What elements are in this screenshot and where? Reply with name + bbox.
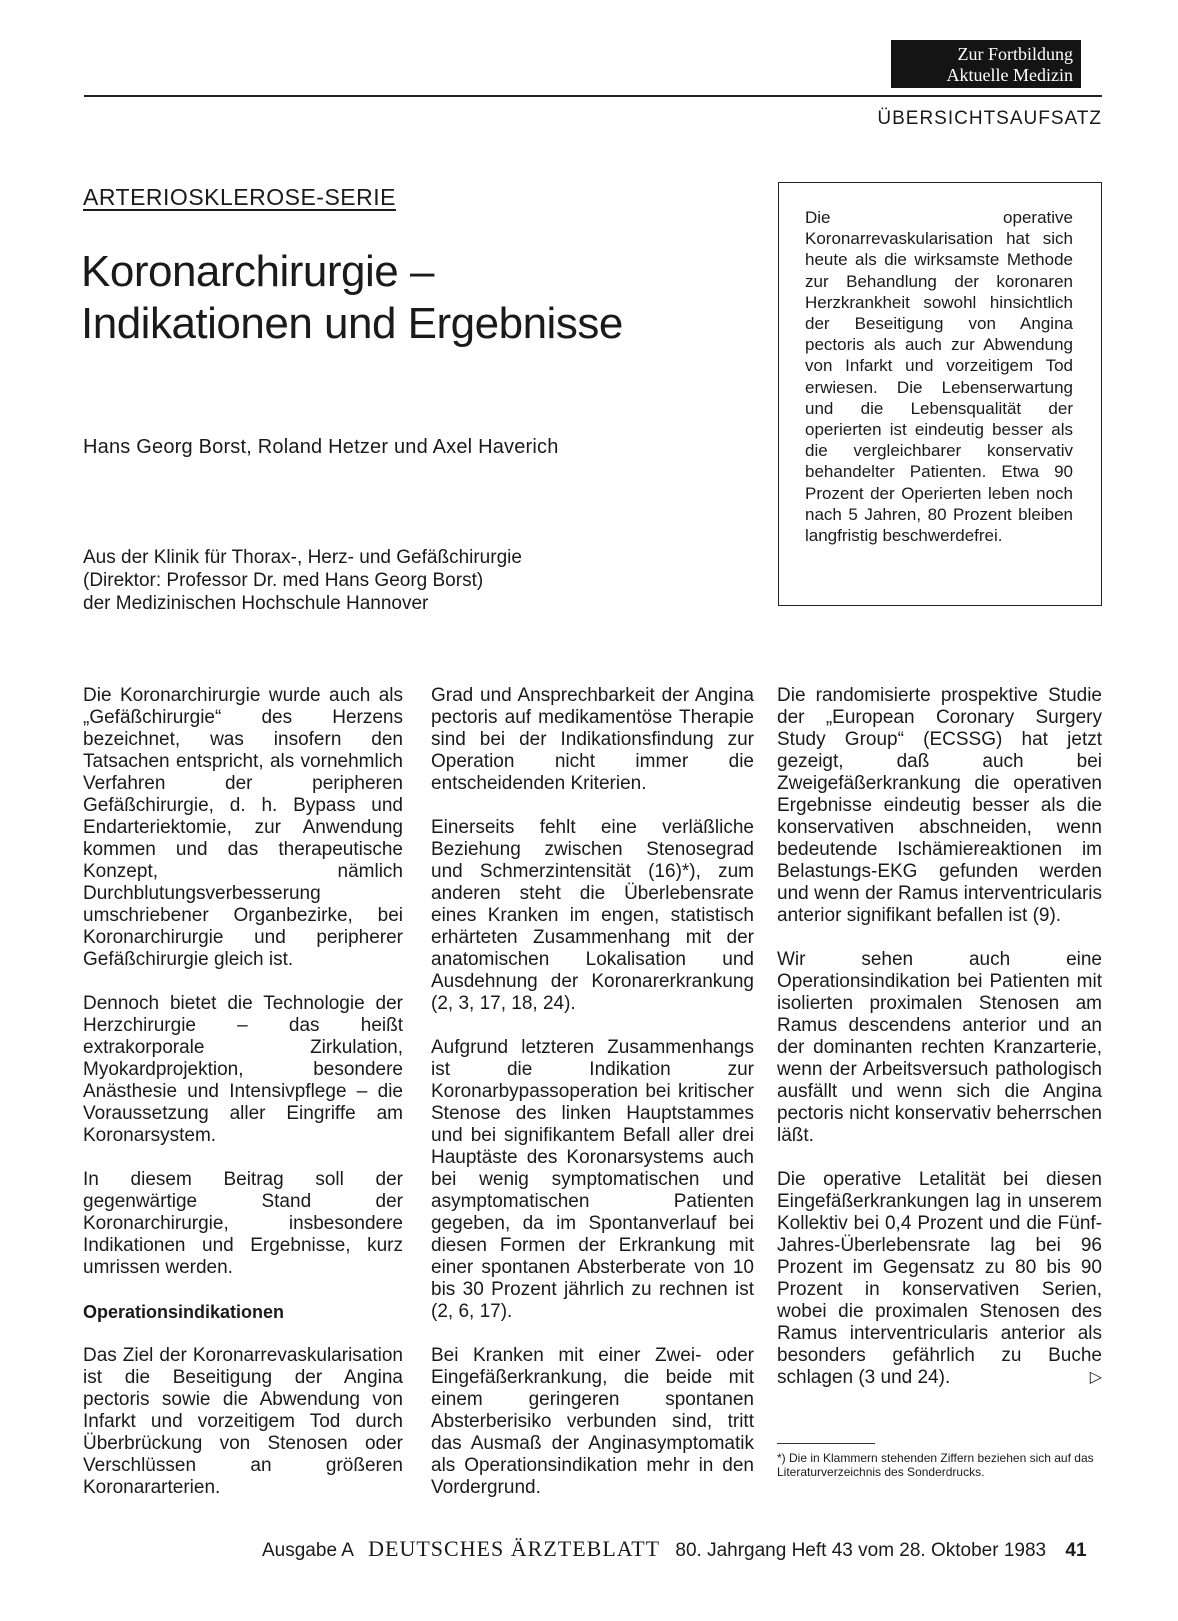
badge-line-2: Aktuelle Medizin [946, 65, 1073, 85]
paragraph: Einerseits fehlt eine verläßliche Beziehung zwischen Stenosegrad und Schmerzintensität (16)*), zum anderen steht die Überlebensrate eines Kranken im engen, statistisch erhärteten Zusammenhang mit der anatomischen Lokalisation und Ausdehnung der Koronarerkrankung (2, 3, 17, 18, 24). [431, 817, 754, 1014]
abstract-text: Die operative Koronarrevaskularisation hat sich heute als die wirksamste Methode zur Behandlung der koronaren Herzkrankheit sowohl hinsichtlich der Beseitigung von Angina pectoris als auch zur Abwendung von Infarkt und vorzeitigem Tod erwiesen. Die Lebenserwartung und die Lebensqualität der operierten ist eindeutig besser als die vergleichbarer konservativ behandelter Patienten. Etwa 90 Prozent der Operierten leben noch nach 5 Jahren, 80 Prozent bleiben langfristig beschwerdefrei. [805, 208, 1073, 546]
paragraph: Bei Kranken mit einer Zwei- oder Eingefäßerkrankung, die beide mit einem geringeren spontanen Absterberisiko verbunden sind, tritt das Ausmaß der Anginasymptomatik als Operationsindikation mehr in den Vordergrund. [431, 1345, 754, 1498]
header-rule [84, 95, 1102, 97]
affiliation-line-2: (Direktor: Professor Dr. med Hans Georg Borst) [83, 570, 484, 591]
title-line-1: Koronarchirurgie – [81, 247, 434, 296]
affiliation [83, 546, 522, 615]
paragraph: In diesem Beitrag soll der gegenwärtige Stand der Koronarchirurgie, insbesondere Indikationen und Ergebnisse, kurz umrissen werden. [83, 1169, 403, 1278]
abstract-box [778, 182, 1102, 606]
affiliation-line-3: der Medizinischen Hochschule Hannover [83, 593, 429, 614]
paragraph: Dennoch bietet die Technologie der Herzchirurgie – das heißt extrakorporale Zirkulation, Myokardprojektion, besondere Anästhesie und Intensivpflege – die Voraussetzung aller Eingriffe am Koronarsystem. [83, 993, 403, 1146]
paragraph: Das Ziel der Koronarrevaskularisation ist die Beseitigung der Angina pectoris sowie die Abwendung von Infarkt und vorzeitigem Tod durch Überbrückung von Stenosen oder Verschlüssen an größeren Koronararterien. [83, 1345, 403, 1498]
section-heading: Operationsindikationen [83, 1302, 285, 1322]
paragraph-text: Die operative Letalität bei diesen Eingefäßerkrankungen lag in unserem Kollektiv bei 0,4 Prozent und die Fünf-Jahres-Überlebensrate lag bei 96 Prozent im Gegensatz zu 80 bis 90 Prozent in konservativen Serien, wobei die proximalen Stenosen des Ramus interventricularis anterior als besonders gefährlich zu Buche schlagen (3 und 24). [777, 1169, 1102, 1388]
footer-edition: Ausgabe A [262, 1540, 353, 1561]
column-2 [431, 685, 754, 1521]
column-3 [777, 685, 1102, 1411]
paragraph: Grad und Ansprechbarkeit der Angina pectoris auf medikamentöse Therapie sind bei der Indikationsfindung zur Operation nicht immer die entscheidenden Kriterien. [431, 685, 754, 794]
continue-arrow-icon: ▷ [1089, 1369, 1102, 1386]
authors: Hans Georg Borst, Roland Hetzer und Axel Haverich [83, 436, 559, 458]
footer-issue: 80. Jahrgang Heft 43 vom 28. Oktober 1983 [675, 1540, 1047, 1561]
column-1 [83, 685, 403, 1521]
footer-journal: DEUTSCHES ÄRZTEBLATT [368, 1536, 661, 1561]
badge-line-1: Zur Fortbildung [957, 44, 1073, 64]
affiliation-line-1: Aus der Klinik für Thorax-, Herz- und Gefäßchirurgie [83, 547, 522, 568]
paragraph: Die Koronarchirurgie wurde auch als „Gefäßchirurgie“ des Herzens bezeichnet, was insofern den Tatsachen entspricht, als vornehmlich Verfahren der peripheren Gefäßchirurgie, d. h. Bypass und Endarteriektomie, zur Anwendung kommen und das therapeutische Konzept, nämlich Durchblutungsverbesserung umschriebener Organbezirke, bei Koronarchirurgie und peripherer Gefäßchirurgie gleich ist. [83, 685, 403, 970]
page-footer [262, 1536, 1102, 1562]
title-line-2: Indikationen und Ergebnisse [81, 299, 623, 348]
paragraph: Aufgrund letzteren Zusammenhangs ist die Indikation zur Koronarbypassoperation bei kritischer Stenose des linken Hauptstammes und bei signifikantem Befall aller drei Hauptäste des Koronarsystems auch bei wenig symptomatischen und asymptomatischen Patienten gegeben, da im Spontanverlauf bei diesen Formen der Erkrankung mit einer spontanen Absterberate von 10 bis 30 Prozent jährlich zu rechnen ist (2, 6, 17). [431, 1037, 754, 1322]
paragraph: Die randomisierte prospektive Studie der „European Coronary Surgery Study Group“ (ECSSG) hat jetzt gezeigt, daß auch bei Zweigefäßerkrankung die operativen Ergebnisse eindeutig besser als die konservativen abschneiden, wenn bedeutende Ischämiereaktionen im Belastungs-EKG gefunden werden und wenn der Ramus interventricularis anterior signifikant befallen ist (9). [777, 685, 1102, 926]
article-title [81, 246, 623, 350]
paragraph [777, 1169, 1102, 1389]
footnote-rule [777, 1443, 875, 1444]
paragraph: Wir sehen auch eine Operationsindikation bei Patienten mit isolierten proximalen Stenosen am Ramus descendens anterior und an der dominanten rechten Kranzarterie, wenn der Arbeitsversuch pathologisch ausfällt und wenn sich die Angina pectoris nicht konservativ beherrschen läßt. [777, 949, 1102, 1146]
article-type: ÜBERSICHTSAUFSATZ [877, 108, 1102, 129]
footnote: *) Die in Klammern stehenden Ziffern beziehen sich auf das Literaturverzeichnis des Sonderdrucks. [777, 1451, 1094, 1479]
series-label: ARTERIOSKLEROSE-SERIE [83, 184, 396, 210]
page-number: 41 [1065, 1540, 1087, 1561]
section-badge [891, 40, 1081, 88]
